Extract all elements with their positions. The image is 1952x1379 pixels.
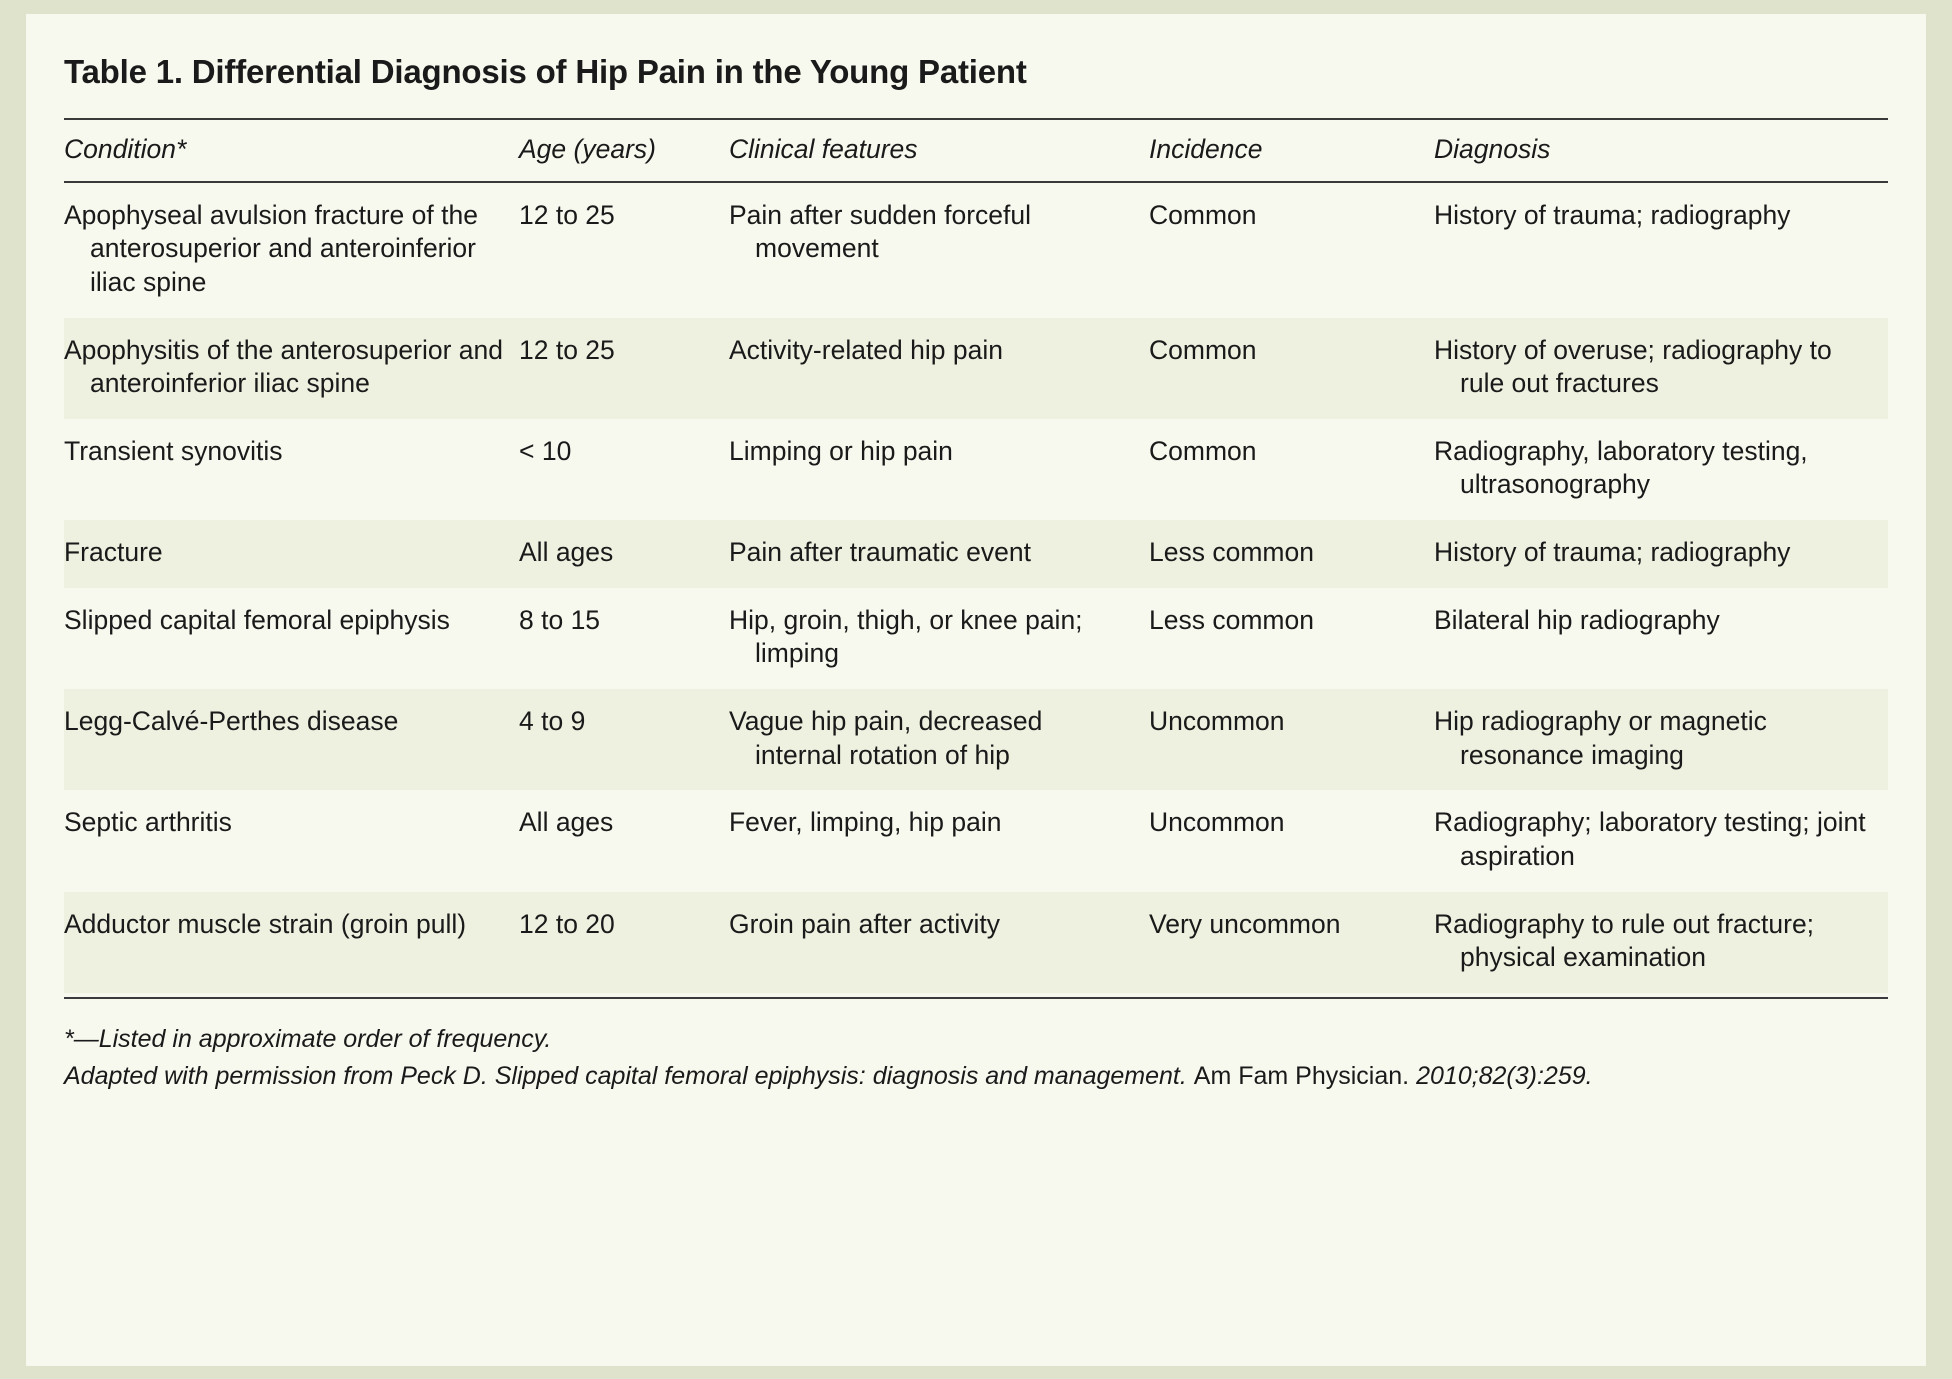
cell-age: < 10 [519,435,572,466]
cell-diagnosis: Radiography to rule out fracture; physical examination [1434,892,1888,993]
cell-incidence: Less common [1149,604,1314,635]
cell-age: 12 to 25 [519,199,615,230]
cell-age: All ages [519,807,614,838]
column-header-clinical-features: Clinical features [729,119,1149,182]
table-header-row [64,119,1888,182]
column-header-diagnosis: Diagnosis [1434,119,1888,182]
cell-diagnosis: Hip radiography or magnetic resonance imaging [1434,689,1888,790]
table-body [64,182,1888,993]
table-row [64,689,1888,790]
cell-incidence: Common [1149,199,1257,230]
table-row [64,520,1888,588]
cell-age: 12 to 20 [519,892,729,993]
table-row [64,419,1888,520]
footnote-source-citation: 2010;82(3):259. [1416,1062,1593,1091]
cell-diagnosis: Radiography; laboratory testing; joint aspiration [1434,807,1866,871]
cell-incidence: Less common [1149,520,1434,588]
cell-condition: Septic arthritis [64,807,232,838]
cell-condition: Transient synovitis [64,435,283,466]
cell-diagnosis: History of trauma; radiography [1434,199,1791,230]
table-row [64,588,1888,689]
cell-age: All ages [519,520,729,588]
cell-condition: Apophyseal avulsion fracture of the anterosuperior and anteroinferior iliac spine [64,199,478,297]
footnote-source-journal: Am Fam Physician. [1193,1062,1410,1091]
footnote-source [64,1058,1888,1096]
cell-clinical-features: Pain after traumatic event [729,520,1149,588]
table-row [64,790,1888,891]
cell-diagnosis: Bilateral hip radiography [1434,604,1720,635]
cell-clinical-features: Hip, groin, thigh, or knee pain; limping [729,604,1083,669]
cell-clinical-features: Vague hip pain, decreased internal rotation of hip [729,689,1149,790]
table-row [64,182,1888,318]
table-row [64,892,1888,993]
table-row [64,318,1888,419]
table-title: Table 1. Differential Diagnosis of Hip Pain in the Young Patient [64,53,1027,90]
cell-clinical-features: Groin pain after activity [729,892,1149,993]
cell-diagnosis: Radiography, laboratory testing, ultrasonography [1434,435,1808,500]
cell-clinical-features: Fever, limping, hip pain [729,807,1002,838]
cell-condition: Adductor muscle strain (groin pull) [64,892,519,993]
footnote-asterisk: *—Listed in approximate order of frequency. [64,1024,552,1053]
cell-age: 4 to 9 [519,689,729,790]
footnote-source-lead: Adapted with permission from Peck D. Slipped capital femoral epiphysis: diagnosis and management. [64,1062,1187,1091]
cell-clinical-features: Activity-related hip pain [729,318,1149,419]
footnotes [64,999,1888,1096]
cell-condition: Fracture [64,520,519,588]
table-card [26,14,1926,1366]
cell-age: 12 to 25 [519,318,729,419]
cell-clinical-features: Pain after sudden forceful movement [729,199,1031,264]
differential-diagnosis-table [64,118,1888,993]
cell-age: 8 to 15 [519,604,601,635]
cell-condition: Legg-Calvé-Perthes disease [64,689,519,790]
column-header-incidence: Incidence [1149,119,1434,182]
cell-diagnosis: History of trauma; radiography [1434,520,1888,588]
cell-condition: Apophysitis of the anterosuperior and anteroinferior iliac spine [64,318,519,419]
column-header-condition: Condition* [64,119,519,182]
cell-incidence: Common [1149,435,1257,466]
cell-incidence: Uncommon [1149,807,1285,838]
column-header-age: Age (years) [519,119,729,182]
cell-incidence: Very uncommon [1149,892,1434,993]
cell-incidence: Common [1149,318,1434,419]
cell-condition: Slipped capital femoral epiphysis [64,604,450,635]
cell-incidence: Uncommon [1149,689,1434,790]
cell-clinical-features: Limping or hip pain [729,435,953,466]
table-header [64,119,1888,182]
cell-diagnosis: History of overuse; radiography to rule out fractures [1434,318,1888,419]
